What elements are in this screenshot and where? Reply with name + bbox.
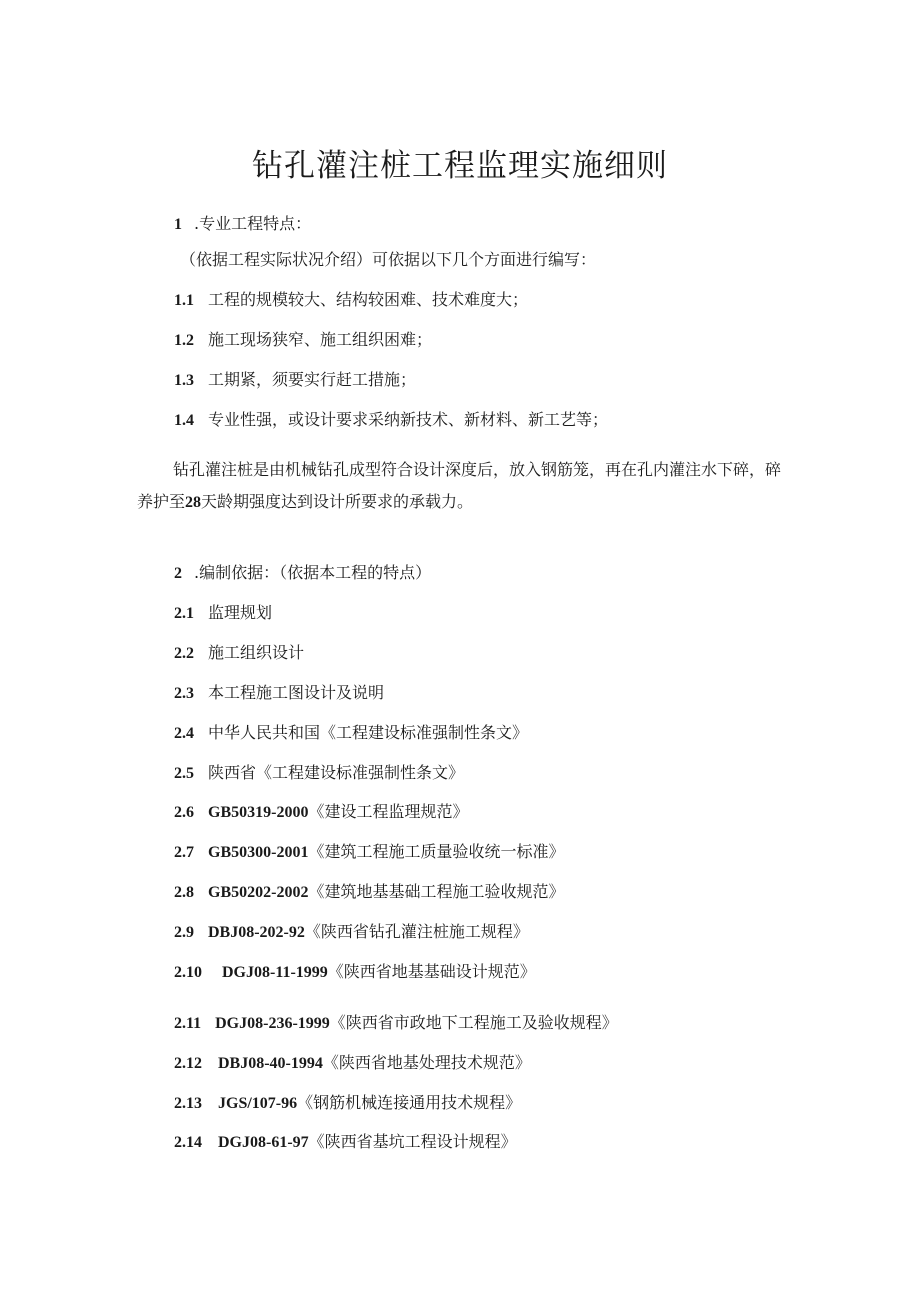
list-item	[174, 683, 384, 704]
document-title: 钻孔灌注桩工程监理实施细则	[252, 148, 668, 184]
standard-code: JGS/107-96	[218, 1095, 298, 1112]
item-number: 2.11	[174, 1015, 202, 1032]
item-number: 2.13	[174, 1095, 202, 1112]
item-text: 陕西省《工程建设标准强制性条文》	[208, 763, 465, 782]
standard-code: GB50300-2001	[208, 844, 309, 861]
standard-code: DBJ08-40-1994	[218, 1055, 323, 1072]
list-item	[174, 1093, 521, 1114]
item-number: 2.3	[174, 685, 194, 702]
list-item	[174, 842, 564, 863]
item-number: 2.8	[174, 884, 194, 901]
list-item	[174, 922, 529, 943]
item-text: 施工现场狭窄、施工组织困难；	[208, 330, 433, 349]
standard-code: DBJ08-202-92	[208, 924, 305, 941]
item-text: 专业性强，或设计要求采纳新技术、新材料、新工艺等；	[208, 410, 609, 429]
item-text: 中华人民共和国《工程建设标准强制性条文》	[208, 723, 529, 742]
item-text: 工期紧，须要实行赶工措施；	[208, 370, 417, 389]
list-item	[174, 723, 528, 744]
item-number: 2.2	[174, 645, 194, 662]
section-1-number: 1	[174, 216, 182, 233]
item-text: 监理规划	[208, 603, 273, 622]
item-text: 《建设工程监理规范》	[308, 802, 469, 821]
section-2-heading	[174, 563, 431, 584]
standard-code: DGJ08-61-97	[218, 1134, 309, 1151]
item-text: 《陕西省地基基础设计规范》	[327, 962, 536, 981]
list-item	[174, 643, 304, 664]
item-number: 1.3	[174, 372, 194, 389]
item-text: 《钢筋机械连接通用技术规程》	[297, 1093, 522, 1112]
description-paragraph	[137, 454, 787, 519]
paragraph-number: 28	[185, 494, 202, 511]
list-item	[174, 962, 536, 983]
standard-code: DGJ08-236-1999	[215, 1015, 330, 1032]
section-1-heading	[174, 214, 311, 235]
item-number: 2.7	[174, 844, 194, 861]
item-text: 《陕西省钻孔灌注桩施工规程》	[304, 922, 529, 941]
item-text: 《陕西省基坑工程设计规程》	[308, 1132, 517, 1151]
item-text: 《陕西省市政地下工程施工及验收规程》	[329, 1013, 618, 1032]
list-item	[174, 802, 468, 823]
list-item	[174, 290, 528, 311]
item-number: 2.6	[174, 804, 194, 821]
item-number: 2.10	[174, 964, 202, 981]
item-text: 工程的规模较大、结构较困难、技术难度大；	[208, 290, 529, 309]
item-number: 2.12	[174, 1055, 202, 1072]
list-item	[174, 410, 608, 431]
item-number: 2.9	[174, 924, 194, 941]
item-number: 2.14	[174, 1134, 202, 1151]
list-item	[174, 330, 432, 351]
section-2-title: .编制依据：（依据本工程的特点）	[194, 563, 432, 582]
item-text: 本工程施工图设计及说明	[208, 683, 385, 702]
item-number: 2.5	[174, 765, 194, 782]
item-text: 施工组织设计	[208, 643, 305, 662]
item-number: 2.4	[174, 725, 194, 742]
list-item	[174, 370, 416, 391]
item-number: 1.2	[174, 332, 194, 349]
section-1-intro: （依据工程实际状况介绍）可依据以下几个方面进行编写：	[180, 250, 597, 269]
list-item	[174, 1013, 618, 1034]
section-1-title: .专业工程特点：	[194, 214, 312, 233]
item-number: 2.1	[174, 605, 194, 622]
item-text: 《建筑地基基础工程施工验收规范》	[308, 882, 565, 901]
list-item	[174, 1132, 517, 1153]
paragraph-text-end: 天龄期强度达到设计所要求的承载力。	[201, 492, 474, 511]
list-item	[174, 882, 564, 903]
section-2-number: 2	[174, 565, 182, 582]
list-item	[174, 763, 464, 784]
standard-code: DGJ08-11-1999	[222, 964, 328, 981]
standard-code: GB50319-2000	[208, 804, 309, 821]
standard-code: GB50202-2002	[208, 884, 309, 901]
list-item	[174, 1053, 531, 1074]
list-item	[174, 603, 272, 624]
item-number: 1.4	[174, 412, 194, 429]
paragraph-text-start: 钻孔灌注桩是由机械钻孔成型符合设计深度后，放入钢筋笼，再在孔内灌注水下碎，碎养护至	[137, 460, 782, 511]
item-text: 《建筑工程施工质量验收统一标准》	[308, 842, 565, 861]
item-text: 《陕西省地基处理技术规范》	[322, 1053, 531, 1072]
item-number: 1.1	[174, 292, 194, 309]
